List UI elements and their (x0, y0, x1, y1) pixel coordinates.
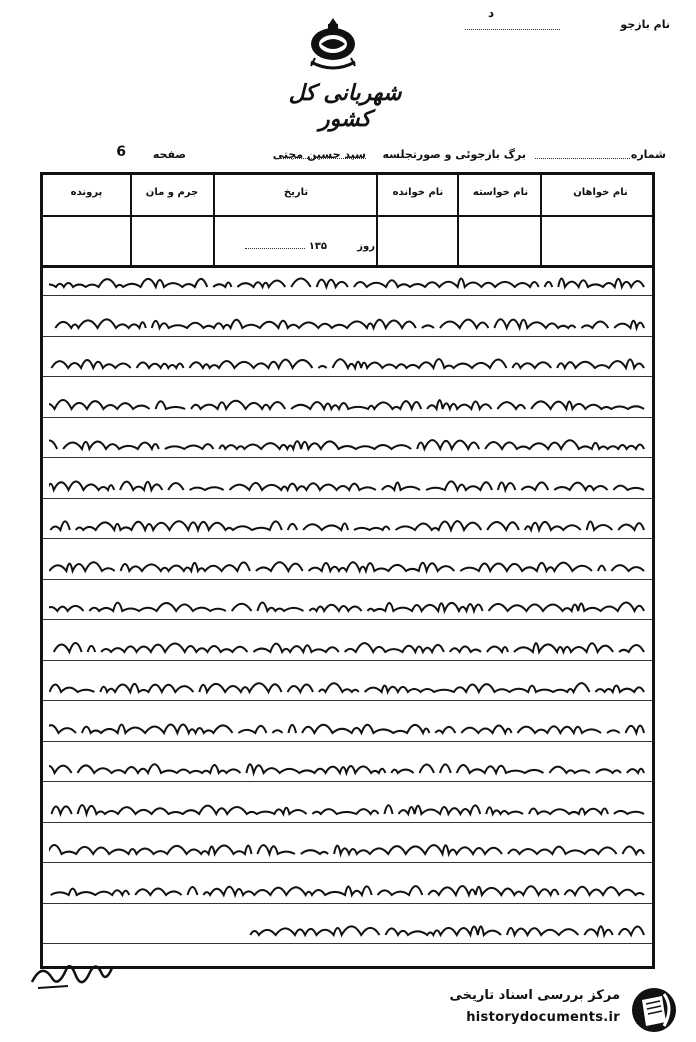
ruled-line (43, 619, 652, 620)
ruled-line (43, 376, 652, 377)
ruled-line (43, 700, 652, 701)
page-label: صفحه (152, 148, 186, 161)
handwriting-line (49, 431, 646, 457)
handwriting-line (49, 472, 646, 498)
handwriting-line (49, 836, 646, 862)
ruled-line (43, 822, 652, 823)
form-frame (40, 172, 655, 969)
officer-field (276, 158, 366, 159)
top-mark: د (488, 6, 495, 20)
handwriting-line (49, 755, 646, 781)
handwriting-line (49, 634, 646, 660)
handwriting-line (49, 877, 646, 903)
handwriting-line (49, 917, 646, 943)
handwriting-line (49, 512, 646, 538)
ruled-line (43, 943, 652, 944)
archive-name: مرکز بررسی اسناد تاریخی (449, 988, 620, 1003)
header-claim: نام خواسته (472, 187, 529, 198)
column-divider (213, 175, 215, 265)
handwriting-line (49, 269, 646, 295)
ruled-line (43, 538, 652, 539)
officer-label: برگ بازجوئی و صورتجلسه (382, 148, 526, 161)
ruled-line (43, 862, 652, 863)
archive-website: historydocuments.ir (466, 1010, 620, 1025)
handwriting-line (49, 391, 646, 417)
handwriting-line (49, 715, 646, 741)
table-value-row (43, 215, 652, 268)
date-day-label: روز (357, 241, 375, 252)
officer-value: سید حسین مجتی (272, 148, 366, 161)
column-divider (540, 175, 542, 265)
number-field (535, 158, 630, 159)
handwriting-line (49, 674, 646, 700)
handwriting-line (49, 593, 646, 619)
ruled-line (43, 457, 652, 458)
ruled-line (43, 741, 652, 742)
dotted-line (465, 29, 560, 30)
archive-logo-icon (628, 986, 680, 1034)
signature-icon (28, 952, 118, 992)
header-plaintiff: نام خواهان (573, 187, 628, 198)
handwriting-line (49, 553, 646, 579)
column-divider (130, 175, 132, 265)
lion-and-sun-emblem-icon (303, 14, 363, 72)
handwriting-line (49, 796, 646, 822)
ruled-line (43, 498, 652, 499)
header-date: تاریخ (283, 187, 309, 198)
number-label: شماره (630, 148, 666, 161)
ruled-line (43, 781, 652, 782)
interrogator-label: نام بازجو (620, 18, 670, 31)
column-divider (457, 175, 459, 265)
top-label (560, 18, 670, 31)
header-offense: جرم و مان (145, 187, 199, 198)
header-file: پرونده (70, 187, 103, 198)
header-defendant: نام خوانده (392, 187, 444, 198)
handwriting-line (49, 310, 646, 336)
page-value: 6 (116, 144, 126, 160)
ruled-line (43, 660, 652, 661)
ruled-line (43, 295, 652, 296)
column-divider (376, 175, 378, 265)
ruled-line (43, 903, 652, 904)
date-year: ۱۳۵ (308, 241, 327, 252)
ruled-line (43, 579, 652, 580)
ministry-title: شهربانی کل کشور (288, 80, 402, 132)
archive-watermark (405, 982, 690, 1038)
date-dots (245, 248, 305, 249)
ruled-line (43, 336, 652, 337)
handwriting-line (49, 350, 646, 376)
ruled-line (43, 417, 652, 418)
meta-row (36, 144, 666, 168)
